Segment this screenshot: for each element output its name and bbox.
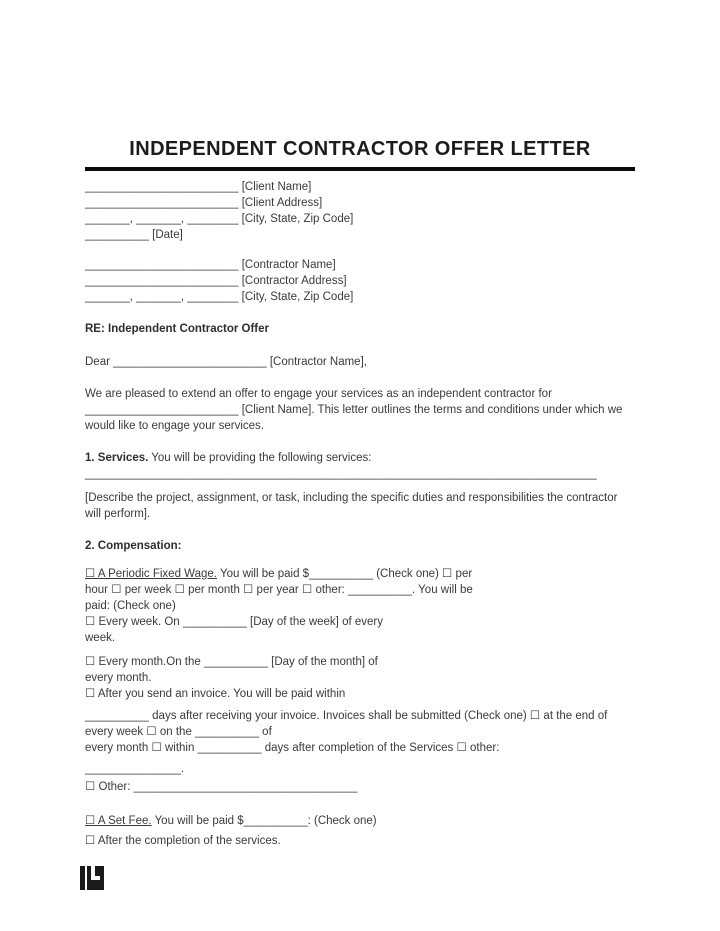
compensation-line: every month.	[85, 672, 152, 684]
compensation-line: hour ☐ per week ☐ per month ☐ per year ☐ other: __________. You will be	[85, 584, 473, 596]
services-heading-number: 1. Services.	[85, 452, 149, 464]
legaltemplates-logo-icon	[80, 866, 104, 890]
compensation-heading: 2. Compensation:	[85, 540, 182, 552]
contractor-address-line: ________________________ [Contractor Address]	[85, 275, 347, 287]
services-description-line: [Describe the project, assignment, or task, including the specific duties and responsibilities the contractor	[85, 492, 618, 504]
set-fee-text: You will be paid $__________: (Check one)	[151, 815, 377, 827]
logo-bar-shape	[80, 866, 85, 890]
compensation-line: ☐ Every week. On __________ [Day of the week] of every	[85, 616, 383, 628]
set-fee-line	[85, 813, 635, 829]
periodic-fixed-wage-text: You will be paid $__________ (Check one) ☐ per	[216, 568, 473, 580]
contractor-address-block	[85, 257, 635, 305]
client-city-state-zip-line: _______, _______, ________ [City, State, Zip Code]	[85, 213, 354, 225]
compensation-line: ☐ Every month.On the __________ [Day of the month] of	[85, 656, 378, 668]
client-address-block	[85, 179, 635, 243]
page-title: INDEPENDENT CONTRACTOR OFFER LETTER	[85, 138, 635, 171]
periodic-fixed-wage-line	[85, 566, 635, 582]
compensation-line: ☐ After you send an invoice. You will be paid within	[85, 688, 346, 700]
date-line: __________ [Date]	[85, 229, 183, 241]
compensation-line: every week ☐ on the __________ of	[85, 726, 272, 738]
set-fee-option: ☐ A Set Fee.	[85, 815, 152, 827]
intro-line: would like to engage your services.	[85, 420, 264, 432]
services-description-line: will perform].	[85, 508, 151, 520]
client-name-line: ________________________ [Client Name]	[85, 181, 312, 193]
contractor-name-line: ________________________ [Contractor Name]	[85, 259, 336, 271]
services-description	[85, 490, 635, 522]
compensation-other-line: ☐ Other: ___________________________________	[85, 781, 358, 793]
client-address-line: ________________________ [Client Address]	[85, 197, 323, 209]
compensation-body	[85, 566, 635, 795]
compensation-line: every month ☐ within __________ days after completion of the Services ☐ other:	[85, 742, 500, 754]
intro-line: ________________________ [Client Name]. This letter outlines the terms and conditions under which we	[85, 404, 623, 416]
compensation-line: week.	[85, 632, 116, 644]
periodic-fixed-wage-option: ☐ A Periodic Fixed Wage.	[85, 568, 217, 580]
compensation-line: __________ days after receiving your invoice. Invoices shall be submitted (Check one) ☐ at the end of	[85, 710, 608, 722]
set-fee-section	[85, 813, 635, 849]
services-heading-text: You will be providing the following services:	[148, 452, 372, 464]
services-heading	[85, 450, 635, 466]
set-fee-completion-line: ☐ After the completion of the services.	[85, 835, 281, 847]
salutation-line: Dear ________________________ [Contractor Name],	[85, 356, 367, 368]
intro-paragraph	[85, 386, 635, 434]
services-fill-line: ________________________________________________________________________________	[85, 468, 597, 480]
logo-square-shape	[87, 866, 104, 890]
compensation-line: paid: (Check one)	[85, 600, 176, 612]
re-subject-line: RE: Independent Contractor Offer	[85, 323, 270, 335]
compensation-line: _______________.	[85, 763, 185, 775]
intro-line: We are pleased to extend an offer to engage your services as an independent contractor for	[85, 388, 552, 400]
contractor-city-state-zip-line: _______, _______, ________ [City, State, Zip Code]	[85, 291, 354, 303]
logo-notch-horizontal	[91, 876, 100, 880]
